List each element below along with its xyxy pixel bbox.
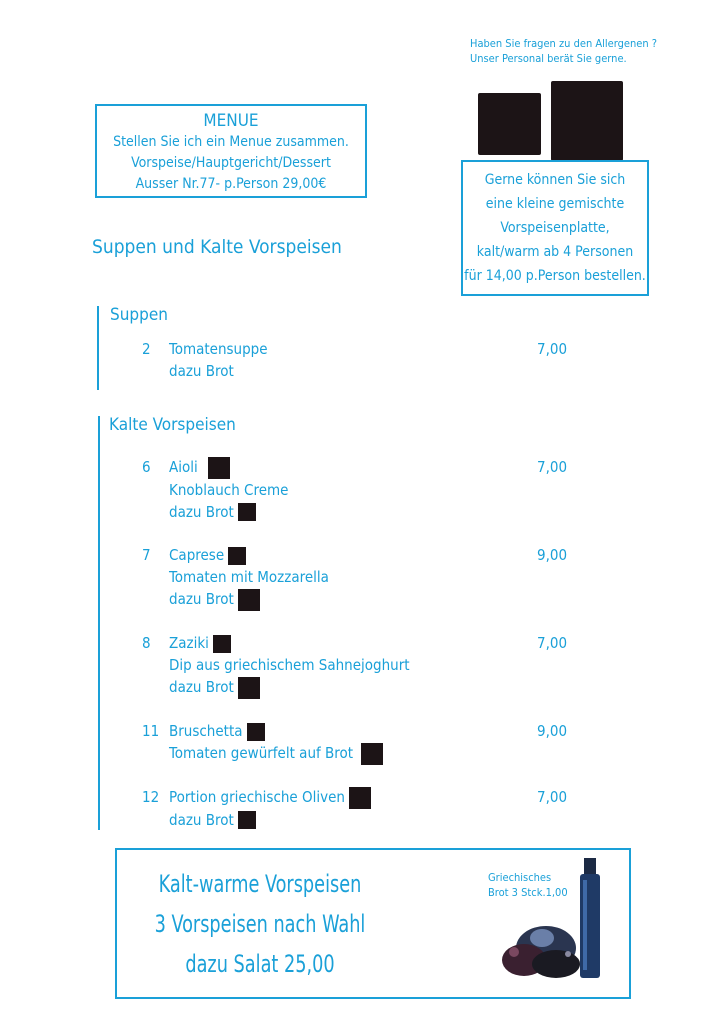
food-bottle-image: [496, 856, 616, 994]
menu-box-line: Ausser Nr.77- p.Person 29,00€: [135, 176, 327, 192]
item-detail: Tomaten gewürfelt auf Brot: [169, 744, 354, 762]
item-name: Bruschetta: [169, 722, 243, 740]
item-detail: dazu Brot: [169, 362, 234, 380]
menu-item: [169, 338, 268, 382]
platter-line: eine kleine gemischte: [485, 196, 625, 212]
platter-line: kalt/warm ab 4 Personen: [476, 244, 634, 260]
allergen-badge-icon: [238, 677, 260, 699]
item-number: 2: [142, 340, 151, 358]
item-detail: dazu Brot: [169, 810, 234, 829]
allergen-note-line-1: Haben Sie fragen zu den Allergenen ?: [470, 37, 658, 50]
item-number: 6: [142, 458, 151, 476]
item-number: 11: [142, 722, 160, 740]
allergen-badge-icon: [208, 457, 230, 479]
promo-line-3: dazu Salat 25,00: [185, 950, 335, 978]
item-number: 12: [142, 788, 160, 806]
item-detail: dazu Brot: [169, 590, 234, 608]
item-detail: dazu Brot: [169, 678, 234, 696]
item-price: 7,00: [537, 458, 568, 476]
allergen-note: [470, 36, 657, 66]
section-title: Suppen und Kalte Vorspeisen: [92, 236, 342, 258]
allergen-badge-icon: [349, 787, 371, 809]
item-name: Caprese: [169, 546, 225, 564]
allergen-badge-icon: [361, 743, 383, 765]
item-number: 8: [142, 634, 151, 652]
suppen-heading: Suppen: [110, 305, 168, 325]
brot-note-line-1: Griechisches: [488, 871, 552, 884]
item-detail: Dip aus griechischem Sahnejoghurt: [169, 656, 410, 674]
allergen-badge-icon: [228, 547, 246, 565]
item-detail: dazu Brot: [169, 502, 234, 521]
kalte-bar: [98, 416, 100, 830]
allergen-icon-2: [551, 81, 623, 161]
allergen-note-line-2: Unser Personal berät Sie gerne.: [470, 52, 627, 65]
kalte-heading: Kalte Vorspeisen: [109, 415, 236, 435]
brot-note-line-2: Brot 3 Stck.1,00: [488, 886, 568, 899]
menu-box-line: Stellen Sie ich ein Menue zusammen.: [113, 134, 349, 150]
item-price: 7,00: [537, 634, 568, 652]
promo-line-1: Kalt-warme Vorspeisen: [158, 870, 362, 898]
item-detail: Knoblauch Creme: [169, 480, 289, 499]
item-price: 9,00: [537, 722, 568, 740]
menu-item: [169, 632, 410, 699]
item-number: 7: [142, 546, 151, 564]
menu-item: [169, 544, 329, 611]
menu-item: [169, 720, 383, 765]
item-price: 9,00: [537, 546, 568, 564]
menu-item: [169, 786, 371, 831]
item-detail: Tomaten mit Mozzarella: [169, 568, 329, 586]
promo-line-2: 3 Vorspeisen nach Wahl: [154, 910, 366, 938]
allergen-badge-icon: [213, 635, 231, 653]
allergen-badge-icon: [238, 589, 260, 611]
platter-box: [461, 160, 649, 296]
menu-box-title: MENUE: [203, 111, 259, 131]
menu-box-line: Vorspeise/Hauptgericht/Dessert: [131, 155, 331, 171]
item-name: Tomatensuppe: [169, 340, 268, 358]
platter-line: für 14,00 p.Person bestellen.: [464, 268, 646, 284]
platter-line: Gerne können Sie sich: [484, 172, 626, 188]
menu-box: [95, 104, 367, 198]
item-name: Portion griechische Oliven: [169, 788, 345, 806]
allergen-badge-icon: [238, 811, 256, 829]
allergen-badge-icon: [247, 723, 265, 741]
item-price: 7,00: [537, 788, 568, 806]
item-price: 7,00: [537, 340, 568, 358]
item-name: Aioli: [169, 458, 198, 476]
item-name: Zaziki: [169, 634, 209, 652]
suppen-bar: [97, 306, 99, 390]
allergen-icon-1: [478, 93, 541, 155]
menu-item: [169, 456, 288, 523]
platter-line: Vorspeisenplatte,: [500, 220, 610, 236]
allergen-badge-icon: [238, 503, 256, 521]
